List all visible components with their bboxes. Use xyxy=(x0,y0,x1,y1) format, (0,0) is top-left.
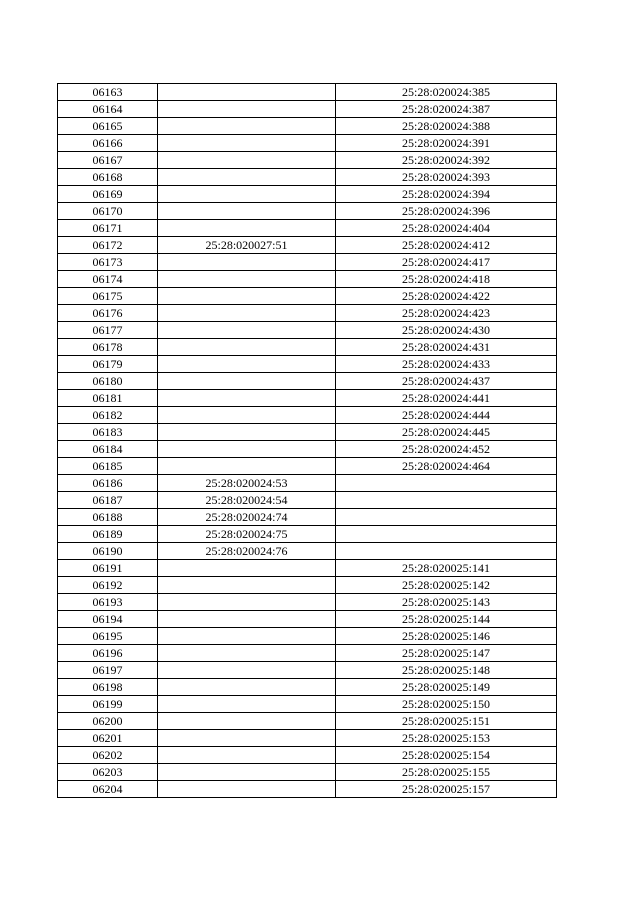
cadastral-number-cell: 25:28:020024:430 xyxy=(336,322,557,339)
previous-cadastral-number-cell xyxy=(158,645,336,662)
cadastral-number-cell: 25:28:020024:412 xyxy=(336,237,557,254)
cadastral-number-cell: 25:28:020024:423 xyxy=(336,305,557,322)
previous-cadastral-number-cell xyxy=(158,339,336,356)
previous-cadastral-number-cell xyxy=(158,679,336,696)
cadastral-number-cell xyxy=(336,475,557,492)
row-number-cell: 06185 xyxy=(58,458,158,475)
row-number-cell: 06164 xyxy=(58,101,158,118)
previous-cadastral-number-cell xyxy=(158,305,336,322)
table-row xyxy=(58,747,557,764)
cadastral-number-cell: 25:28:020024:385 xyxy=(336,84,557,101)
row-number-cell: 06169 xyxy=(58,186,158,203)
cadastral-table xyxy=(57,83,557,798)
table-row xyxy=(58,101,557,118)
cadastral-number-cell: 25:28:020025:153 xyxy=(336,730,557,747)
table-row xyxy=(58,730,557,747)
row-number-cell: 06175 xyxy=(58,288,158,305)
table-row xyxy=(58,781,557,798)
table-row xyxy=(58,169,557,186)
table-row xyxy=(58,84,557,101)
cadastral-number-cell: 25:28:020024:437 xyxy=(336,373,557,390)
cadastral-number-cell: 25:28:020025:148 xyxy=(336,662,557,679)
previous-cadastral-number-cell xyxy=(158,152,336,169)
row-number-cell: 06165 xyxy=(58,118,158,135)
previous-cadastral-number-cell xyxy=(158,271,336,288)
row-number-cell: 06180 xyxy=(58,373,158,390)
cadastral-number-cell: 25:28:020024:388 xyxy=(336,118,557,135)
table-row xyxy=(58,492,557,509)
previous-cadastral-number-cell: 25:28:020027:51 xyxy=(158,237,336,254)
table-row xyxy=(58,356,557,373)
table-row xyxy=(58,390,557,407)
previous-cadastral-number-cell xyxy=(158,441,336,458)
cadastral-number-cell: 25:28:020025:157 xyxy=(336,781,557,798)
row-number-cell: 06196 xyxy=(58,645,158,662)
row-number-cell: 06194 xyxy=(58,611,158,628)
cadastral-number-cell: 25:28:020024:452 xyxy=(336,441,557,458)
cadastral-number-cell: 25:28:020024:394 xyxy=(336,186,557,203)
table-row xyxy=(58,560,557,577)
table-row xyxy=(58,305,557,322)
table-row xyxy=(58,645,557,662)
table-row xyxy=(58,220,557,237)
cadastral-number-cell: 25:28:020024:418 xyxy=(336,271,557,288)
table-row xyxy=(58,203,557,220)
table-row xyxy=(58,186,557,203)
previous-cadastral-number-cell xyxy=(158,458,336,475)
cadastral-number-cell: 25:28:020024:391 xyxy=(336,135,557,152)
cadastral-number-cell: 25:28:020024:433 xyxy=(336,356,557,373)
cadastral-number-cell: 25:28:020025:151 xyxy=(336,713,557,730)
previous-cadastral-number-cell xyxy=(158,390,336,407)
previous-cadastral-number-cell xyxy=(158,203,336,220)
table-row xyxy=(58,237,557,254)
previous-cadastral-number-cell xyxy=(158,662,336,679)
table-row xyxy=(58,475,557,492)
row-number-cell: 06168 xyxy=(58,169,158,186)
previous-cadastral-number-cell xyxy=(158,407,336,424)
previous-cadastral-number-cell xyxy=(158,560,336,577)
row-number-cell: 06188 xyxy=(58,509,158,526)
cadastral-number-cell: 25:28:020025:147 xyxy=(336,645,557,662)
row-number-cell: 06198 xyxy=(58,679,158,696)
table-row xyxy=(58,509,557,526)
table-row xyxy=(58,611,557,628)
row-number-cell: 06182 xyxy=(58,407,158,424)
table-row xyxy=(58,424,557,441)
table-row xyxy=(58,696,557,713)
cadastral-number-cell: 25:28:020024:396 xyxy=(336,203,557,220)
row-number-cell: 06197 xyxy=(58,662,158,679)
row-number-cell: 06203 xyxy=(58,764,158,781)
row-number-cell: 06181 xyxy=(58,390,158,407)
cadastral-number-cell: 25:28:020025:142 xyxy=(336,577,557,594)
cadastral-number-cell: 25:28:020024:392 xyxy=(336,152,557,169)
row-number-cell: 06192 xyxy=(58,577,158,594)
previous-cadastral-number-cell xyxy=(158,373,336,390)
cadastral-number-cell: 25:28:020024:431 xyxy=(336,339,557,356)
previous-cadastral-number-cell: 25:28:020024:74 xyxy=(158,509,336,526)
row-number-cell: 06184 xyxy=(58,441,158,458)
row-number-cell: 06170 xyxy=(58,203,158,220)
previous-cadastral-number-cell xyxy=(158,713,336,730)
cadastral-number-cell: 25:28:020025:141 xyxy=(336,560,557,577)
row-number-cell: 06172 xyxy=(58,237,158,254)
row-number-cell: 06190 xyxy=(58,543,158,560)
previous-cadastral-number-cell xyxy=(158,628,336,645)
previous-cadastral-number-cell xyxy=(158,696,336,713)
previous-cadastral-number-cell xyxy=(158,611,336,628)
previous-cadastral-number-cell: 25:28:020024:54 xyxy=(158,492,336,509)
previous-cadastral-number-cell xyxy=(158,84,336,101)
table-row xyxy=(58,322,557,339)
previous-cadastral-number-cell xyxy=(158,186,336,203)
previous-cadastral-number-cell: 25:28:020024:75 xyxy=(158,526,336,543)
cadastral-number-cell: 25:28:020025:143 xyxy=(336,594,557,611)
table-row xyxy=(58,594,557,611)
row-number-cell: 06191 xyxy=(58,560,158,577)
row-number-cell: 06204 xyxy=(58,781,158,798)
cadastral-number-cell: 25:28:020024:441 xyxy=(336,390,557,407)
cadastral-number-cell: 25:28:020024:393 xyxy=(336,169,557,186)
table-row xyxy=(58,526,557,543)
cadastral-number-cell: 25:28:020024:444 xyxy=(336,407,557,424)
table-row xyxy=(58,441,557,458)
table-row xyxy=(58,271,557,288)
row-number-cell: 06183 xyxy=(58,424,158,441)
table-row xyxy=(58,543,557,560)
cadastral-number-cell: 25:28:020025:154 xyxy=(336,747,557,764)
table-row xyxy=(58,407,557,424)
previous-cadastral-number-cell xyxy=(158,169,336,186)
previous-cadastral-number-cell xyxy=(158,356,336,373)
previous-cadastral-number-cell xyxy=(158,730,336,747)
cadastral-number-cell: 25:28:020024:445 xyxy=(336,424,557,441)
row-number-cell: 06200 xyxy=(58,713,158,730)
cadastral-number-cell: 25:28:020024:417 xyxy=(336,254,557,271)
cadastral-number-cell: 25:28:020024:422 xyxy=(336,288,557,305)
table-row xyxy=(58,713,557,730)
cadastral-number-cell: 25:28:020024:464 xyxy=(336,458,557,475)
previous-cadastral-number-cell xyxy=(158,577,336,594)
cadastral-number-cell: 25:28:020025:146 xyxy=(336,628,557,645)
cadastral-number-cell: 25:28:020025:149 xyxy=(336,679,557,696)
cadastral-number-cell: 25:28:020024:387 xyxy=(336,101,557,118)
cadastral-number-cell: 25:28:020025:144 xyxy=(336,611,557,628)
row-number-cell: 06187 xyxy=(58,492,158,509)
cadastral-number-cell xyxy=(336,509,557,526)
cadastral-number-cell: 25:28:020025:155 xyxy=(336,764,557,781)
row-number-cell: 06193 xyxy=(58,594,158,611)
previous-cadastral-number-cell xyxy=(158,254,336,271)
previous-cadastral-number-cell xyxy=(158,424,336,441)
table-row xyxy=(58,118,557,135)
previous-cadastral-number-cell xyxy=(158,764,336,781)
cadastral-number-cell xyxy=(336,543,557,560)
table-row xyxy=(58,373,557,390)
row-number-cell: 06174 xyxy=(58,271,158,288)
table-row xyxy=(58,662,557,679)
previous-cadastral-number-cell: 25:28:020024:53 xyxy=(158,475,336,492)
row-number-cell: 06179 xyxy=(58,356,158,373)
row-number-cell: 06186 xyxy=(58,475,158,492)
table-row xyxy=(58,152,557,169)
table-row xyxy=(58,288,557,305)
cadastral-number-cell: 25:28:020024:404 xyxy=(336,220,557,237)
cadastral-number-cell xyxy=(336,492,557,509)
row-number-cell: 06178 xyxy=(58,339,158,356)
previous-cadastral-number-cell xyxy=(158,135,336,152)
previous-cadastral-number-cell xyxy=(158,118,336,135)
table-row xyxy=(58,339,557,356)
table-row xyxy=(58,458,557,475)
row-number-cell: 06176 xyxy=(58,305,158,322)
table-row xyxy=(58,679,557,696)
row-number-cell: 06171 xyxy=(58,220,158,237)
row-number-cell: 06201 xyxy=(58,730,158,747)
table-row xyxy=(58,254,557,271)
row-number-cell: 06166 xyxy=(58,135,158,152)
previous-cadastral-number-cell: 25:28:020024:76 xyxy=(158,543,336,560)
previous-cadastral-number-cell xyxy=(158,288,336,305)
table-row xyxy=(58,764,557,781)
table-row xyxy=(58,577,557,594)
row-number-cell: 06195 xyxy=(58,628,158,645)
previous-cadastral-number-cell xyxy=(158,220,336,237)
row-number-cell: 06167 xyxy=(58,152,158,169)
row-number-cell: 06173 xyxy=(58,254,158,271)
row-number-cell: 06177 xyxy=(58,322,158,339)
previous-cadastral-number-cell xyxy=(158,747,336,764)
previous-cadastral-number-cell xyxy=(158,101,336,118)
row-number-cell: 06202 xyxy=(58,747,158,764)
row-number-cell: 06189 xyxy=(58,526,158,543)
row-number-cell: 06199 xyxy=(58,696,158,713)
previous-cadastral-number-cell xyxy=(158,594,336,611)
cadastral-number-cell xyxy=(336,526,557,543)
table-row xyxy=(58,135,557,152)
previous-cadastral-number-cell xyxy=(158,322,336,339)
cadastral-number-cell: 25:28:020025:150 xyxy=(336,696,557,713)
row-number-cell: 06163 xyxy=(58,84,158,101)
previous-cadastral-number-cell xyxy=(158,781,336,798)
table-body xyxy=(58,84,557,798)
table-row xyxy=(58,628,557,645)
